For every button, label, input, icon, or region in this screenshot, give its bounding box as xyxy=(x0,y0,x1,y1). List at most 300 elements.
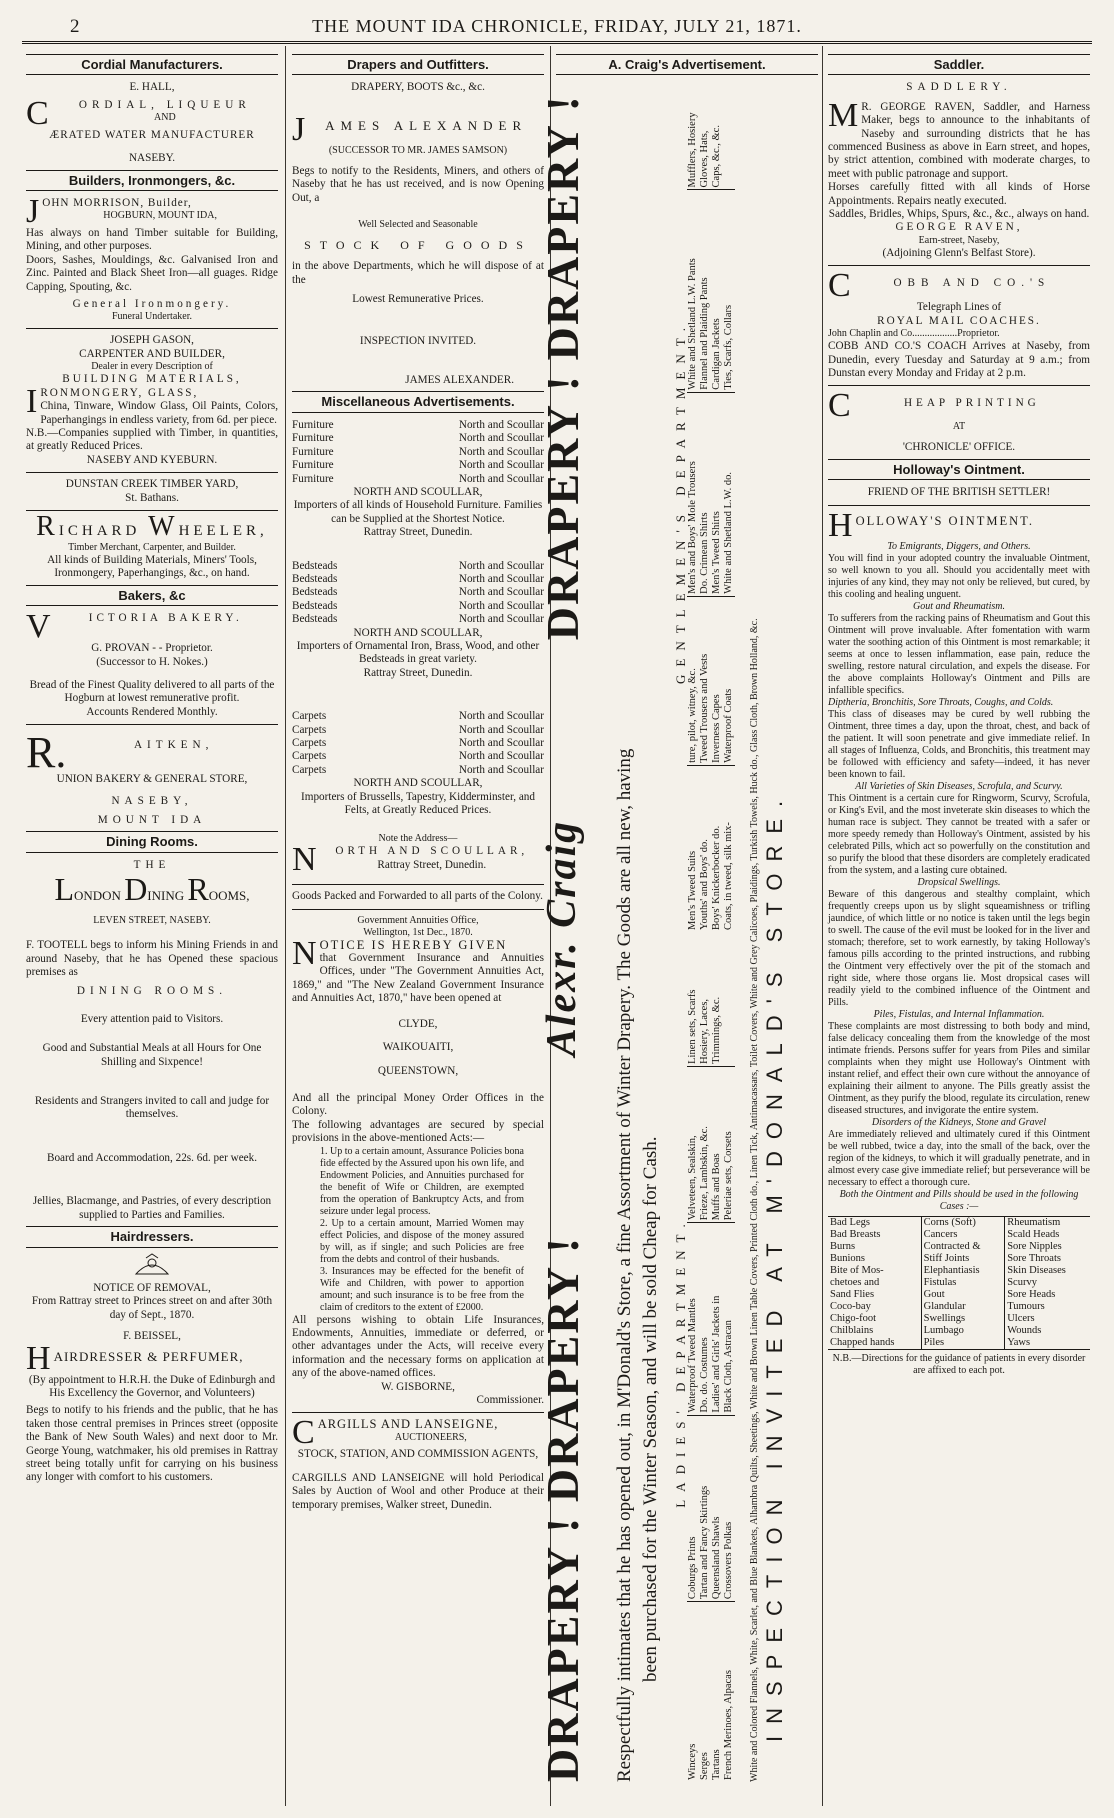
list-item xyxy=(830,1217,919,1229)
drop-cap: R xyxy=(187,871,209,908)
advert-heading: CARPENTER AND BUILDER, xyxy=(79,347,225,360)
item-label: Coburgs Prints xyxy=(687,1536,699,1600)
item-vendor: North and Scoullar xyxy=(458,432,544,445)
item-label: Men's and Boys' Mole Trousers xyxy=(687,461,699,594)
item-label: Furniture xyxy=(292,418,334,431)
advert-text: Accounts Rendered Monthly. xyxy=(86,705,218,718)
column-4 xyxy=(828,50,1090,1802)
list-item xyxy=(1007,1289,1088,1301)
advert-address: LEVEN STREET, NASEBY. xyxy=(93,915,211,927)
advert-heading: OTICE IS HEREBY GIVEN xyxy=(319,937,508,952)
advert-heading: ONDON xyxy=(73,888,121,904)
advert-list-item: 1. Up to a certain amount, Assurance Policies bona fide effected by the Assured upon his own life, and Endowment Policies, and Annuities purchased for the benefit of Wife or Children, are exempted from the operation of Bankruptcy Acts, and from seizure under legal process. xyxy=(320,1145,524,1217)
item-label: Do. Crimean Shirts xyxy=(699,512,711,594)
advert-heading: ICTORIA BAKERY. xyxy=(88,612,243,625)
list-item xyxy=(830,1301,919,1313)
advert-heading: AIRDRESSER & PERFUMER, xyxy=(53,1348,244,1364)
department-heading: GENTLEMEN'S DEPARTMENT. xyxy=(673,320,688,684)
advert-text: (By appointment to H.R.H. the Duke of Edinburgh and His Excellency the Governor, and Volunteers) xyxy=(28,1373,276,1399)
list-item xyxy=(687,1069,699,1220)
advert-text: Wellington, 1st Dec., 1870. xyxy=(363,926,473,938)
advert-heading: General Ironmongery. xyxy=(72,298,232,311)
advert-text: Beware of this dangerous and stealthy complaint, which frequently creeps upon us by slight squeamishness or trifling jaundice, of which little or no notice is taken until the legs begin to swell. The cause of the evil must be looked for in the liver and stomach; therefore, set to work earnestly, by taking Holloway's famous pills according to the printed instructions, and rubbing the Ointment very effectively over the pit of the stomach and right side, where those organs lie. Most dropsical cases will readily yield to the combined influence of the Ointment and Pills. xyxy=(828,888,1090,1008)
advert-text: N.B.—Directions for the guidance of patients in every disorder are affixed to each pot. xyxy=(832,1352,1086,1376)
item-vendor: North and Scoullar xyxy=(458,710,544,723)
advert-heading: ORTH AND SCOULLAR, xyxy=(335,845,529,858)
divider xyxy=(26,472,278,473)
item-label: Bad Breasts xyxy=(830,1228,881,1240)
item-label: Bedsteads xyxy=(292,586,338,599)
advert-text: China, Tinware, Window Glass, Oil Paints, Colors, Paperhangings in endless variety, from 6d. per piece. xyxy=(40,400,278,426)
list-item xyxy=(687,74,699,187)
advert-heading: GEORGE RAVEN, xyxy=(895,221,1023,234)
list-item xyxy=(924,1313,1003,1325)
item-label: Furniture xyxy=(292,432,334,445)
drop-cap: V xyxy=(26,608,51,646)
item-vendor: North and Scoullar xyxy=(458,459,544,472)
advert-text: in the above Departments, which he will dispose of at the xyxy=(292,260,544,286)
advert-subheading: Diptheria, Bronchitis, Sore Throats, Coughs, and Colds. xyxy=(828,696,1054,708)
newspaper-title: THE MOUNT IDA CHRONICLE, FRIDAY, JULY 21, 1871. xyxy=(312,16,802,36)
column-1 xyxy=(26,50,278,1802)
advert-address: Rattray Street, Dunedin. xyxy=(363,526,473,539)
list-item xyxy=(1007,1313,1088,1325)
item-label: chetoes and xyxy=(830,1276,880,1288)
drop-cap: J xyxy=(292,110,306,148)
item-label: Scurvy xyxy=(1007,1276,1037,1288)
advert-place: CLYDE, xyxy=(398,1017,438,1030)
item-label: Caps, &c., &c. xyxy=(711,125,723,188)
section-heading: Miscellaneous Advertisements. xyxy=(292,391,544,412)
item-label: Flannel and Plaiding Pants xyxy=(699,277,711,390)
item-label: Bedsteads xyxy=(292,599,338,612)
advert-text: Doors, Sashes, Mouldings, &c. Galvanised Iron and Zinc. Painted and Black Sheet Iron—all guages. Ridge Capping, Spouting, &c. xyxy=(26,253,278,293)
item-label: Carpets xyxy=(292,750,327,763)
advert-text: Dealer in every Description of xyxy=(91,361,213,373)
list-item xyxy=(830,1241,919,1253)
list-item xyxy=(687,1225,699,1412)
advert-heading: FRIEND OF THE BRITISH SETTLER! xyxy=(867,486,1051,499)
list-item xyxy=(699,1225,711,1412)
advert-heading: OLLOWAY'S OINTMENT. xyxy=(855,513,1034,528)
list-item xyxy=(1007,1241,1088,1253)
advert-address: Earn-street, Naseby, xyxy=(918,234,1000,246)
list-item xyxy=(292,600,544,613)
list-item xyxy=(711,192,723,389)
advert-place: QUEENSTOWN, xyxy=(377,1064,459,1077)
list-item xyxy=(292,586,544,599)
advert-place: NASEBY. xyxy=(128,152,176,165)
list-item xyxy=(699,1604,711,1780)
advert-address: (Adjoining Glenn's Belfast Store). xyxy=(882,246,1036,259)
advert-text: Timber Merchant, Carpenter, and Builder. xyxy=(68,541,236,553)
advert-heading: F. BEISSEL, xyxy=(123,1330,181,1343)
departments xyxy=(674,50,735,1802)
advert-heading: ICHARD xyxy=(58,522,141,539)
item-label: Sand Flies xyxy=(830,1288,875,1300)
drop-cap: N xyxy=(292,841,317,879)
advert-heading: 'CHRONICLE' OFFICE. xyxy=(902,441,1016,454)
drop-cap: R xyxy=(36,510,59,542)
list-item xyxy=(723,395,735,594)
advert-place: NASEBY, xyxy=(111,794,193,807)
item-label: Contracted & xyxy=(923,1240,981,1252)
advert-heading: OBB AND CO.'S xyxy=(893,277,1051,290)
divider xyxy=(828,385,1090,386)
advert-text: Importers of Brussells, Tapestry, Kidderminster, and Felts, at Greatly Reduced Prices. xyxy=(301,790,535,817)
item-label: Furniture xyxy=(292,459,334,472)
drop-cap: H xyxy=(26,1339,51,1377)
item-vendor: North and Scoullar xyxy=(458,613,544,626)
item-label: Tartan and Fancy Skirtings xyxy=(699,1485,711,1600)
item-label: Waterproof Coats xyxy=(723,688,735,763)
advert-text: Are immediately relieved and ultimately cured if this Ointment be well rubbed, twice a day, into the small of the back, over the region of the kidneys, to which it will gradually penetrate, and in almost every case give immediate relief; but perseverance will be necessary to effect a thorough cure. xyxy=(828,1128,1090,1188)
item-label: Carpets xyxy=(292,710,327,723)
item-label: Sore Heads xyxy=(1007,1288,1056,1300)
advert-subheading: All Varieties of Skin Diseases, Scrofula, and Scurvy. xyxy=(855,780,1063,792)
list-item xyxy=(924,1337,1003,1349)
item-label: Wounds xyxy=(1007,1324,1042,1336)
divider xyxy=(828,265,1090,266)
drop-cap: H xyxy=(828,506,853,544)
advert-text: Respectfully intimates that he has opened out, in M'Donald's Store, a fine Assortment of Winter Drapery. The Goods are all new, having xyxy=(614,748,635,1782)
list-item xyxy=(830,1313,919,1325)
column-2 xyxy=(292,50,544,1802)
list-item xyxy=(699,944,711,1064)
advert-place: NASEBY AND KYEBURN. xyxy=(86,453,218,466)
advert-text: DRAPERY, BOOTS &c., &c. xyxy=(351,81,485,94)
item-label: Boys' Knickerbocker do. xyxy=(711,825,723,930)
item-label: Black Cloth, Astracan xyxy=(723,1320,735,1413)
advert-text: Telegraph Lines of xyxy=(916,301,1002,314)
list-item xyxy=(292,446,544,459)
advert-heading: ARGILLS AND LANSEIGNE, xyxy=(317,1417,499,1432)
advert-text: Commissioner. xyxy=(476,1393,544,1406)
goods-column xyxy=(687,190,735,392)
goods-column xyxy=(687,72,735,190)
item-label: Chapped hands xyxy=(830,1336,895,1348)
advert-owner: E. HALL, xyxy=(129,81,175,94)
advert-address: HOGBURN, MOUNT IDA, xyxy=(103,210,217,222)
item-vendor: North and Scoullar xyxy=(458,763,544,776)
advert-text: Importers of Ornamental Iron, Brass, Wood, and other Bedsteads in great variety. xyxy=(296,639,540,666)
list-item xyxy=(292,724,544,737)
item-label: Ties, Scarfs, Collars xyxy=(723,304,735,390)
list-item xyxy=(723,1225,735,1412)
item-label: Fistulas xyxy=(923,1276,957,1288)
item-label: Rheumatism xyxy=(1007,1216,1061,1228)
item-label: Peleriae sets, Corsets xyxy=(723,1131,735,1221)
list-item xyxy=(292,432,544,445)
section-heading: Builders, Ironmongers, &c. xyxy=(26,170,278,191)
list-item xyxy=(292,473,544,486)
section-heading: Saddler. xyxy=(828,54,1090,75)
advert-text: Begs to notify to his friends and the public, that he has taken those central premises in Princes street (opposite the Bank of New South Wales) and next door to Mr. George Young, watchmaker, his old premises in Rattray street being totally unfit for carrying on his business any longer with comfort to his customers. xyxy=(26,1404,278,1484)
goods-column xyxy=(687,596,735,765)
item-label: Sore Nipples xyxy=(1007,1240,1062,1252)
advert-address: Rattray Street, Dunedin. xyxy=(363,666,473,679)
item-vendor: North and Scoullar xyxy=(458,737,544,749)
item-label: Mufflers, Hosiery xyxy=(687,112,699,188)
item-vendor: North and Scoullar xyxy=(458,418,544,431)
item-label: Furniture xyxy=(292,472,334,485)
advert-text: White and Colored Flannels, White, Scarlet, and Blue Blankets, Alhambra Quilts, Sheetings, White and Brown Linen Table Covers, Printed Cloth do., Linen Tick, Antimacassars, Toilet Covers, White and Grey Calicoes, Plaidings, Turkish Towels, Huck do., Glass Cloth, Brown Holland, &c. xyxy=(749,618,760,1782)
item-label: Swellings xyxy=(923,1312,966,1324)
advert-text: INSPECTION INVITED. xyxy=(359,334,477,347)
page-number: 2 xyxy=(70,16,80,37)
advert-heading: NORTH AND SCOULLAR, xyxy=(353,485,483,498)
list-item xyxy=(924,1229,1003,1241)
item-label: Bedsteads xyxy=(292,613,338,626)
divider xyxy=(26,328,278,329)
advert-text: From Rattray street to Princes street on and after 30th day of Sept., 1870. xyxy=(31,1295,273,1321)
advert-text: Every attention paid to Visitors. xyxy=(80,1012,224,1025)
drop-cap: C xyxy=(26,94,49,132)
item-label: Glandular xyxy=(923,1300,966,1312)
list-item xyxy=(687,1418,699,1600)
list-item xyxy=(699,1069,711,1220)
advert-text: Funeral Undertaker. xyxy=(112,311,192,323)
section-heading: Drapers and Outfitters. xyxy=(292,54,544,75)
advert-text: that Government Insurance and Annuities Offices, under "The Government Annuities Act, 1869," and "The New Zealand Government Insurance and Annuities Act, 1870," have been opened at xyxy=(292,952,544,1005)
list-item xyxy=(723,1418,735,1600)
list-item xyxy=(723,192,735,389)
advert-text: Saddles, Bridles, Whips, Spurs, &c., &c., always on hand. xyxy=(828,208,1090,221)
list-item xyxy=(687,944,699,1064)
advert-subheading: Gout and Rheumatism. xyxy=(913,600,1005,612)
list-item xyxy=(924,1265,1003,1277)
advert-heading: DINING ROOMS. xyxy=(76,985,228,998)
item-label: White and Shetland L.W. Pants xyxy=(687,258,699,390)
drop-cap: W xyxy=(148,510,179,542)
advert-heading: STOCK, STATION, AND COMMISSION AGENTS, xyxy=(297,1448,539,1461)
list-item xyxy=(1007,1217,1088,1229)
item-label: Bedsteads xyxy=(292,559,338,572)
advert-heading: DRAPERY ! DRAPERY ! xyxy=(537,94,588,641)
list-item xyxy=(711,1069,723,1220)
advert-heading: DUNSTAN CREEK TIMBER YARD, xyxy=(65,478,239,491)
advert-heading: AMES ALEXANDER xyxy=(325,117,528,133)
item-vendor: North and Scoullar xyxy=(458,572,544,585)
advert-heading: NORTH AND SCOULLAR, xyxy=(353,777,483,790)
item-vendor: North and Scoullar xyxy=(458,599,544,612)
advert-text: Note the Address— xyxy=(378,833,458,845)
item-label: Piles xyxy=(923,1336,945,1348)
list-item xyxy=(292,750,544,763)
list-item xyxy=(924,1253,1003,1265)
advert-text: Board and Accommodation, 22s. 6d. per week. xyxy=(46,1151,258,1164)
item-label: Lumbago xyxy=(923,1324,964,1336)
goods-column xyxy=(687,1066,735,1222)
goods-column xyxy=(687,765,735,932)
list-item xyxy=(924,1241,1003,1253)
divider xyxy=(292,884,544,885)
item-label: Cancers xyxy=(923,1228,958,1240)
advert-heading: BUILDING MATERIALS, xyxy=(62,373,242,386)
advert-heading: STOCK OF GOODS xyxy=(304,238,532,253)
item-label: Linen sets, Scarfs xyxy=(687,989,699,1064)
drop-cap: I xyxy=(26,382,38,420)
list-item xyxy=(723,1604,735,1780)
advert-text: Bread of the Finest Quality delivered to all parts of the Hogburn at lowest remunerative profit. xyxy=(29,678,275,705)
list-item xyxy=(1007,1277,1088,1289)
list-item xyxy=(711,395,723,594)
list-item xyxy=(687,768,699,930)
list-item xyxy=(699,192,711,389)
section-heading: Bakers, &c xyxy=(26,585,278,606)
item-label: Yaws xyxy=(1007,1336,1031,1348)
item-label: Tumours xyxy=(1007,1300,1045,1312)
advert-heading: NOTICE OF REMOVAL, xyxy=(93,1281,211,1294)
list-item xyxy=(723,768,735,930)
list-item xyxy=(687,395,699,594)
item-label: Hosiery, Laces, xyxy=(699,998,711,1064)
advert-text: Lowest Remunerative Prices. xyxy=(352,293,484,306)
list-item xyxy=(830,1253,919,1265)
column-divider xyxy=(822,46,823,1806)
list-item xyxy=(699,1418,711,1600)
advert-signature: W. GISBORNE, xyxy=(381,1380,455,1393)
advert-text: COBB AND CO.'S COACH Arrives at Naseby, from Dunedin, every Tuesday and Saturday at 9 a.m.; from Dunstan every Monday and Friday at 2 p.m. xyxy=(828,340,1090,379)
item-vendor: North and Scoullar xyxy=(458,559,544,572)
item-label: Gout xyxy=(923,1288,945,1300)
advert-subheading: Piles, Fistulas, and Internal Inflammation. xyxy=(873,1008,1045,1020)
item-label: Tartans xyxy=(711,1749,723,1780)
list-item xyxy=(292,573,544,586)
advert-heading: OHN MORRISON, Builder, xyxy=(42,197,192,210)
list-item xyxy=(1007,1325,1088,1337)
item-vendor: North and Scoullar xyxy=(458,472,544,485)
item-label: Inverness Capes xyxy=(711,694,723,763)
carpets-list xyxy=(292,710,544,777)
advert-text: Well Selected and Seasonable xyxy=(358,219,478,231)
advert-address: Rattray Street, Dunedin. xyxy=(377,858,487,871)
list-item xyxy=(711,74,723,187)
advert-text: (SUCCESSOR TO MR. JAMES SAMSON) xyxy=(328,144,508,156)
item-label: Chilblains xyxy=(830,1324,874,1336)
item-label: Bunions xyxy=(830,1252,866,1264)
item-label: Carpets xyxy=(292,737,327,749)
advert-heading: SADDLERY. xyxy=(906,81,1012,94)
list-item xyxy=(699,768,711,930)
advert-text: To sufferers from the racking pains of Rheumatism and Gout this Ointment will prove invaluable. After fomentation with warm water the soothing action of this Ointment is most remarkable; it seems at once to lessen inflammation, ease pain, reduce the swelling, restore natural circulation, and expels the disease. For the above complaints Holloway's Ointment and Pills are infallible specifics. xyxy=(828,612,1090,696)
item-vendor: North and Scoullar xyxy=(458,586,544,599)
section-heading: Dining Rooms. xyxy=(26,831,278,852)
item-label: Bad Legs xyxy=(830,1216,870,1228)
list-item xyxy=(292,613,544,626)
column-3 xyxy=(537,50,818,1802)
list-item xyxy=(687,192,699,389)
drop-cap: J xyxy=(26,193,40,231)
advert-text: Government Annuities Office, xyxy=(357,914,479,926)
drop-cap: R. xyxy=(26,728,67,778)
item-label: Waterproof Tweed Mantles xyxy=(687,1298,699,1413)
drop-cap: L xyxy=(54,871,74,908)
advert-text: This Ointment is a certain cure for Ringworm, Scurvy, Scrofula, or King's Evil, and the most inveterate skin diseases to which the human race is subject. They cannot be treated with a safer or more speedy remedy than Holloway's Ointment, assisted by his celebrated Pills, which act so powerfully on the constitution and so purify the blood that these disorders are completely eradicated from the system, and a lasting cure obtained. xyxy=(828,792,1090,876)
list-item xyxy=(292,764,544,777)
list-item xyxy=(711,944,723,1064)
item-label: Burns xyxy=(830,1240,856,1252)
item-label: Trimmings, &c. xyxy=(711,996,723,1064)
column-divider xyxy=(285,46,286,1806)
section-heading: Hairdressers. xyxy=(26,1226,278,1247)
advert-text: N.B.—Companies supplied with Timber, in quantities, at greatly Reduced Prices. xyxy=(26,426,278,453)
advert-text: been purchased for the Winter Season, and will be sold Cheap for Cash. xyxy=(640,1136,661,1682)
list-item xyxy=(292,710,544,723)
item-label: Coats, in tweed, silk mix- xyxy=(723,822,735,930)
advert-place: MOUNT IDA xyxy=(97,814,207,826)
crest-icon xyxy=(132,1254,172,1276)
advert-heading: RONMONGERY, GLASS, xyxy=(40,386,199,399)
advert-heading: HEELER, xyxy=(178,522,268,539)
drapery-headline xyxy=(537,74,588,1802)
advert-text: The following advantages are secured by special provisions in the above-mentioned Acts:— xyxy=(292,1118,544,1145)
divider xyxy=(292,909,544,910)
item-label: Scald Heads xyxy=(1007,1228,1060,1240)
advert-text: R. GEORGE RAVEN, Saddler, and Harness Maker, begs to announce to the inhabitants of Naseby and surrounding districts that he has commenced Business as above in Earn street, and hopes, by strict attention, combined with moderate charges, to meet with public patronage and support. xyxy=(828,100,1090,180)
advert-heading: ORDIAL, LIQUEUR xyxy=(78,98,251,111)
list-item xyxy=(924,1301,1003,1313)
royal-crest xyxy=(26,1254,278,1280)
list-item xyxy=(699,74,711,187)
advert-heading: UNION BAKERY & GENERAL STORE, xyxy=(56,773,248,786)
item-label: Youths' and Boys' do. xyxy=(699,839,711,930)
advert-text: John Chaplin and Co..................Proprietor. xyxy=(828,328,1000,340)
advert-text: THE xyxy=(133,858,171,871)
advert-text: F. TOOTELL begs to inform his Mining Friends in and around Naseby, that he has Opened these spacious premises as xyxy=(26,939,278,979)
item-label: Velveteen, Sealskin, xyxy=(687,1135,699,1221)
list-item xyxy=(830,1337,919,1349)
item-label: Tweed Trousers and Vests xyxy=(699,653,711,763)
item-label: Queensland Shawls xyxy=(711,1516,723,1600)
list-item xyxy=(699,599,711,763)
list-item xyxy=(292,459,544,472)
gents-goods xyxy=(687,72,735,932)
goods-column xyxy=(687,1415,735,1602)
advert-text: Horses carefully fitted with all kinds of Horse Appointments. Repairs neatly executed. xyxy=(828,181,1090,207)
advert-subheading: Dropsical Swellings. xyxy=(917,876,1001,888)
list-item xyxy=(830,1229,919,1241)
advert-text: Has always on hand Timber suitable for Building, Mining, and other purposes. xyxy=(26,227,278,253)
goods-column xyxy=(687,1602,735,1782)
item-label: Bedsteads xyxy=(292,572,338,585)
advert-heading: ROYAL MAIL COACHES. xyxy=(877,314,1041,327)
section-heading: A. Craig's Advertisement. xyxy=(556,54,818,75)
drop-cap: D xyxy=(124,871,148,908)
goods-column xyxy=(687,392,735,596)
advert-text: This class of diseases may be cured by well rubbing the Ointment, three times a day, upon the throat, chest, and back of the patient. It will soon penetrate and give immediate relief. In all stages of Influenza, Colds, and Bronchitis, this treatment may be followed with efficiency and safety—indeed, it has never been known to fail. xyxy=(828,708,1090,780)
divider xyxy=(292,1412,544,1413)
item-label: Frieze, Lambskin, &c. xyxy=(699,1126,711,1221)
list-item xyxy=(830,1325,919,1337)
advert-heading: NORTH AND SCOULLAR, xyxy=(353,626,483,639)
item-label: ture, pilot, witney, &c. xyxy=(687,668,699,763)
item-label: Cardigan Jackets xyxy=(711,318,723,390)
drop-cap: C xyxy=(828,267,851,305)
advert-subheading: Disorders of the Kidneys, Stone and Gravel xyxy=(871,1116,1047,1128)
list-item xyxy=(292,419,544,432)
list-item xyxy=(711,1225,723,1412)
bedsteads-list xyxy=(292,560,544,627)
advert-text: Residents and Strangers invited to call and judge for themselves. xyxy=(34,1095,270,1121)
cases-column xyxy=(921,1216,1005,1349)
drop-cap: C xyxy=(292,1414,315,1452)
advert-heading: HEAP PRINTING xyxy=(903,397,1040,410)
list-item xyxy=(924,1289,1003,1301)
advert-heading: DRAPERY ! DRAPERY ! xyxy=(537,1235,588,1782)
drop-cap: C xyxy=(828,387,851,425)
list-item xyxy=(711,599,723,763)
